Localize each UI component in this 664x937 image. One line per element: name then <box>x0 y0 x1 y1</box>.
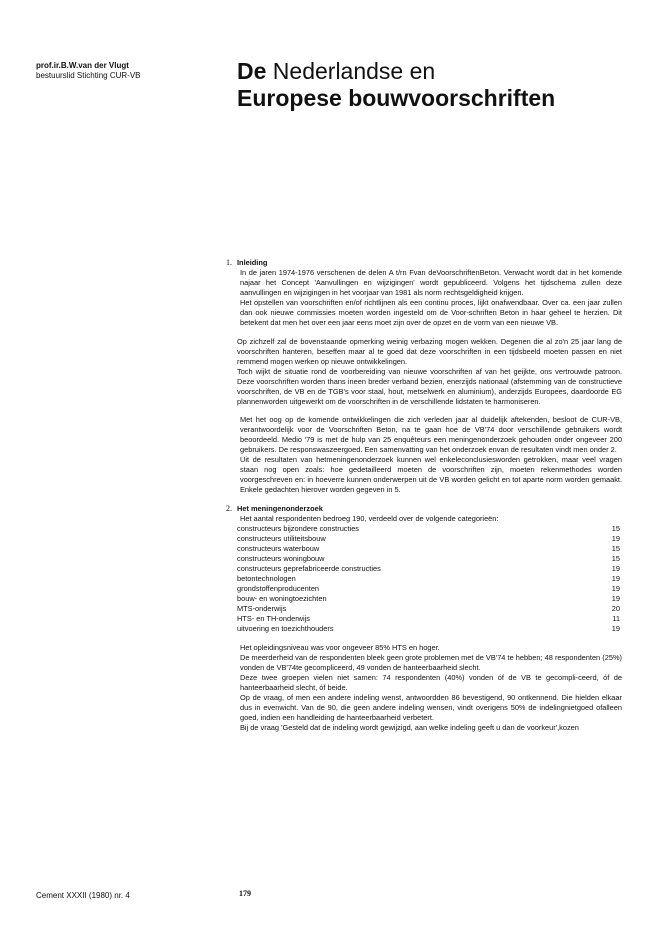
category-count: 19 <box>611 533 620 543</box>
author-name: prof.ir.B.W.van der Vlugt <box>36 61 129 70</box>
respondent-table <box>237 524 622 634</box>
table-row <box>237 604 622 614</box>
category-label: bouw- en woningtoezichten <box>237 593 327 603</box>
paragraph-text: Op de vraag, of men een andere indeling wenst, antwoordden 86 bevestigend, 90 ontkennend. Die hielden elkaar dus in evenwicht. Van de 90, die geen andere indeling wensen, vindt overigens 50% de indelingnietgoed ofalleen goed, indien een handleiding de hanteerbaarheid verbetert. <box>240 692 622 722</box>
paragraph <box>237 643 622 733</box>
category-label: HTS- en TH-onderwijs <box>237 613 310 623</box>
paragraph <box>237 337 622 407</box>
author-affiliation: bestuurslid Stichting CUR-VB <box>36 71 141 80</box>
table-row <box>237 544 622 554</box>
paragraph-text: Op zichzelf zal de bovenstaande opmerking weinig verbazing mogen wekken. Degenen die al zo'n 25 jaar lang de voorschriften hanteren, beseffen maar al te goed dat deze voorschriften in een tijdsbeeld moeten passen en niet remmend mogen werken op nieuwe ontwikkelingen. <box>237 336 622 366</box>
category-count: 19 <box>611 573 620 583</box>
paragraph-text: De meerderheid van de respondenten bleek geen grote problemen met de VB'74 te hebben; 48 respondenten (25%) vonden de VB'74te gecompliceerd, 49 vonden de hanteerbaarheid slecht. <box>240 652 622 672</box>
category-count: 15 <box>611 543 620 553</box>
table-row <box>237 534 622 544</box>
table-row <box>237 524 622 534</box>
page-number: 179 <box>239 889 251 898</box>
category-label: betontechnologen <box>237 573 296 583</box>
journal-citation: Cement XXXII (1980) nr. 4 <box>36 891 130 900</box>
paragraph-text: Bij de vraag 'Gesteld dat de indeling wordt gewijzigd, aan welke indeling geeft u dan de voorkeur',kozen <box>240 722 579 732</box>
category-label: constructeurs waterbouw <box>237 543 320 553</box>
paragraph-text: Het opleidingsniveau was voor ongeveer 85% HTS en hoger. <box>240 642 440 652</box>
category-count: 19 <box>611 583 620 593</box>
title-rest: Nederlandse en <box>266 58 436 84</box>
category-count: 15 <box>611 553 620 563</box>
paragraph-text: Deze twee groepen vielen niet samen: 74 respondenten (40%) vonden óf de VB te gecompli-ceerd, óf de hanteerbaarheid slecht, óf beide. <box>240 672 622 692</box>
title-line-2: Europese bouwvoorschriften <box>237 85 556 111</box>
category-label: constructeurs geprefabriceerde constructies <box>237 563 381 573</box>
category-label: uitvoering en toezichthouders <box>237 623 334 633</box>
paragraph-text: Uit de resultaten van hetmeningenonderzoek kunnen wel enkeleconclusiesworden getrokken, maar veel vragen staan nog open zoals: hoe gedetailleerd moeten de voorschriften zijn, moeten rekenmethodes worden voorgeschreven en: in hoeverre kunnen onderwerpen uit de VB worden gelicht en tot aparte norm worden gemaakt. Enkele gedachten hierover worden gegeven in 5. <box>240 455 622 494</box>
category-label: constructeurs woningbouw <box>237 553 325 563</box>
category-label: grondstoffenproducenten <box>237 583 320 593</box>
section-inleiding <box>226 258 622 495</box>
article-body <box>226 258 622 733</box>
category-label: MTS-onderwijs <box>237 603 287 613</box>
category-count: 19 <box>611 593 620 603</box>
table-row <box>237 624 622 634</box>
category-count: 15 <box>611 523 620 533</box>
category-count: 11 <box>612 613 620 623</box>
table-row <box>237 564 622 574</box>
paragraph-text: Het opstellen van voorschriften en/of richtlijnen als een continu proces, lijkt onafwendbaar. Over ca. een jaar zullen dan ook nieuwe commissies moeten worden ingesteld om de Voor-schriften Beton in haar geheel te herzien. Dit betekent dat men het over een jaar eens moet zijn over de opzet en de vorm van een nieuwe VB. <box>240 298 622 327</box>
category-count: 19 <box>611 563 620 573</box>
paragraph-text: Met het oog op de komende ontwikkelingen die zich verleden jaar al duidelijk aftekenden, besloot de CUR-VB, verantwoordelijk voor de Voorschriften Beton, na te gaan hoe de VB'74 door verschillende gebruikers wordt beoordeeld. Medio '79 is met de hulp van 25 enquêteurs een meningenonderzoek gehouden onder ongeveer 200 gebruikers. De responswaszeergoed. Een samenvatting van het onderzoek envan de resultaten vindt men onder 2. <box>240 415 622 454</box>
section-meningenonderzoek <box>226 503 622 733</box>
category-count: 19 <box>611 623 620 633</box>
section-number: 2. <box>226 503 232 513</box>
section-heading: Inleiding <box>237 258 268 267</box>
author-block <box>36 61 140 81</box>
section-number: 1. <box>226 258 232 267</box>
table-row <box>237 584 622 594</box>
paragraph <box>237 268 622 328</box>
section-heading: Het meningenonderzoek <box>237 503 323 513</box>
category-label: constructeurs bijzondere constructies <box>237 523 360 533</box>
table-row <box>237 594 622 604</box>
paragraph-text: Het aantal respondenten bedroeg 190, verdeeld over de volgende categorieën: <box>240 513 499 523</box>
article-title <box>237 58 555 112</box>
paragraph-text: Toch wijkt de situatie rond de voorbereiding van nieuwe voorschriften af van het geijkte, ons vertrouwde patroon. Deze voorschriften worden thans ineen breder verband bezien, enerzijds nationaal (afstemming van de constructieve voorschriften, de VB en de TGB's voor staal, hout, metselwerk en aluminium), anderzijds Europees, daardoorde EG plannenworden uitgewerkt om de voorschriften in de verschillende lidstaten te harmoniseren. <box>237 366 622 406</box>
category-count: 20 <box>611 603 620 613</box>
table-row <box>237 574 622 584</box>
paragraph-text: In de jaren 1974-1976 verschenen de delen A t/rn Fvan deVoorschriftenBeton. Verwacht wordt dat in het komende najaar het Concept 'Aanvullingen en wijzigingen' wordt gepubliceerd. Volgens het tijdschema zullen deze aanvullingen en wijzigingen in het voorjaar van 1981 als norm rechtsgeldigheid krijgen. <box>240 268 622 297</box>
paragraph <box>237 415 622 495</box>
category-label: constructeurs utiliteitsbouw <box>237 533 326 543</box>
title-word-de: De <box>237 58 267 84</box>
table-row <box>237 614 622 624</box>
table-row <box>237 554 622 564</box>
